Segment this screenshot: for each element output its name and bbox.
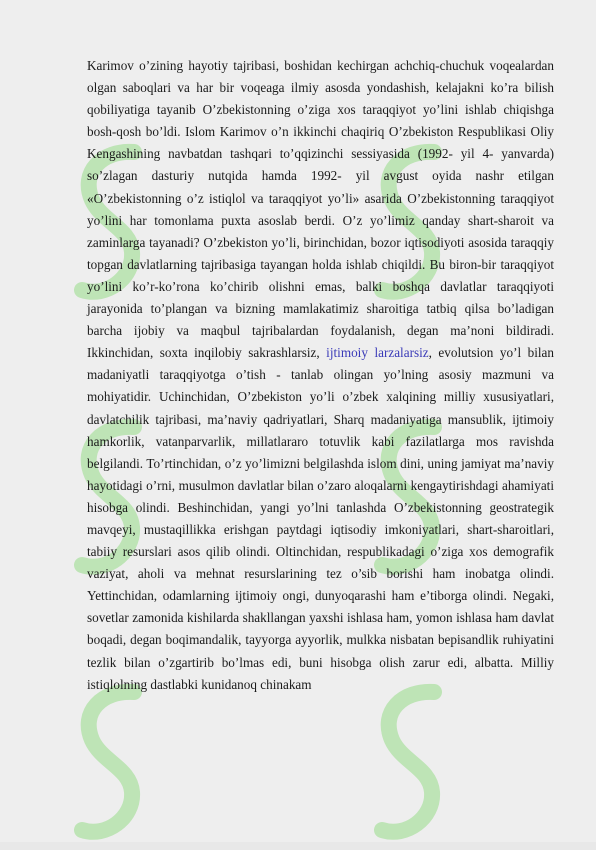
watermark-s-icon xyxy=(72,680,152,850)
paragraph-text-part1: Karimov o’zining hayotiy tajribasi, boshidan kechirgan achchiq-chuchuk voqealardan olgan saboqlari va har bir voqeaga ilmiy asosda yondashish, kelajakni ko’ra bilish qobiliyatiga tayanib O’zbekistonning o’ziga xos taraqqiyot yo’lini ishlab chiqishga bosh-qosh bo’ldi. Islom Karimov o’n ikkinchi chaqiriq O’zbekiston Respublikasi Oliy Kengashining navbatdan tashqari to’qqizinchi sessiyasida (1992- yil 4- yanvarda) so’zlagan dasturiy nutqida hamda 1992- yil avgust oyida nashr etilgan «O’zbekistonning o’z istiqlol va taraqqiyot yo’li» asarida O’zbekistonning taraqqiyot yo’lini har tomonlama puxta asoslab berdi. O’z yo’limiz qanday shart-sharoit va zaminlarga tayanadi? O’zbekiston yo’li, birinchidan, bozor iqtisodiyoti asosida taraqqiy topgan davlatlarning tajribasiga tayangan holda ishlab chiqildi. Bu biron-bir taraqqiyot yo’lini ko’r-ko’rona ko’chirib olishni emas, balki boshqa davlatlar taraqqiyoti jarayonida to’plangan va bizning mamlakatimiz sharoitiga tatbiq qilsa bo’ladigan barcha ijobiy va maqbul tajribalardan foydalanish, degan ma’noni bildiradi. Ikkinchidan, soxta inqilobiy sakrashlarsiz, xyxy=(87,58,554,361)
watermark-s-icon xyxy=(372,680,452,850)
highlighted-link[interactable]: ijtimoiy larzalarsiz xyxy=(326,345,429,361)
body-paragraph xyxy=(87,55,554,696)
paragraph-text-part2: , evolutsion yo’l bilan madaniyatli taraqqiyotga o’tish - tanlab olingan yo’lning asosiy mazmuni va mohiyatidir. Uchinchidan, O’zbekiston yo’li o’zbek xalqining milliy xususiyatlari, davlatchilik tajribasi, ma’naviy qadriyatlari, Sharq madaniyatiga mansublik, ijtimoiy hamkorlik, vatanparvarlik, millatlararo totuvlik kabi fazilatlarga mos ravishda belgilandi. To’rtinchidan, o’z yo’limizni belgilashda islom dini, uning jamiyat ma’naviy hayotidagi o’rni, musulmon davlatlar bilan o’zaro aloqalarni kengaytirishdagi ahamiyati hisobga olindi. Beshinchidan, yangi yo’lni tanlashda O’zbekistonning geostrategik mavqeyi, mustaqillikka erishgan paytdagi iqtisodiy imkoniyatlari, shart-sharoitlari, tabiiy resurslari asos qilib olindi. Oltinchidan, respublikadagi o’ziga xos demografik vaziyat, aholi va mehnat resurslarining tez o’sib borishi ham inobatga olindi. Yettinchidan, odamlarning ijtimoiy ongi, dunyoqarashi ham e’tiborga olindi. Negaki, sovetlar zamonida kishilarda shakllangan yaxshi ishlasa ham, yomon ishlasa ham davlat boqadi, degan boqimandalik, tayyorga ayyorlik, mulkka nisbatan bepisandlik ruhiyatini tezlik bilan o’zgartirib bo’lmas edi, buni hisobga olish zarur edi, albatta. Milliy istiqlolning dastlabki kunidanoq chinakam xyxy=(87,345,554,692)
